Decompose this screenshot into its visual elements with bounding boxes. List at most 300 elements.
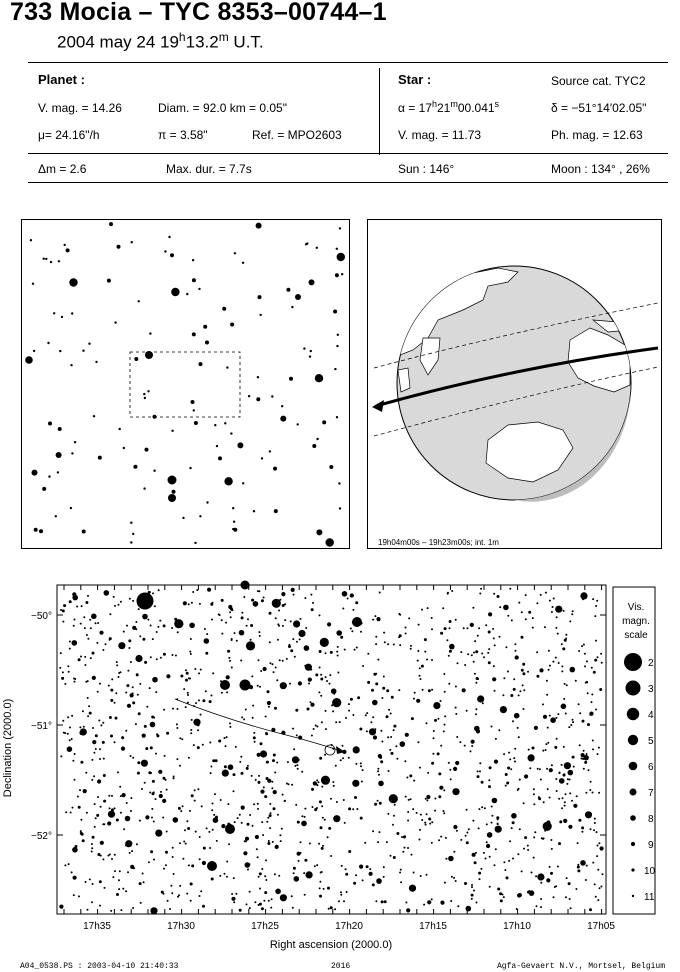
chart-star	[558, 842, 561, 845]
chart-star	[513, 678, 515, 680]
chart-star	[118, 642, 125, 649]
chart-star	[518, 736, 520, 738]
chart-star	[396, 758, 398, 760]
chart-star	[87, 595, 89, 597]
star-heading: Star :	[398, 72, 432, 87]
finder-star	[186, 293, 188, 295]
chart-star	[402, 851, 404, 853]
chart-star	[318, 781, 320, 783]
chart-star	[602, 873, 604, 875]
chart-star	[431, 628, 433, 630]
chart-star	[252, 705, 254, 707]
chart-star	[561, 665, 563, 667]
chart-star	[534, 831, 536, 833]
chart-star	[185, 843, 187, 845]
chart-star	[115, 717, 118, 720]
chart-star	[460, 651, 462, 653]
chart-star	[97, 853, 100, 856]
chart-star	[443, 789, 445, 791]
finder-star	[88, 343, 90, 345]
chart-star	[266, 821, 268, 823]
chart-star	[421, 609, 423, 611]
chart-star	[533, 836, 535, 838]
chart-star	[241, 716, 243, 718]
chart-star	[424, 822, 426, 824]
chart-star	[260, 750, 267, 757]
chart-star	[474, 673, 476, 675]
chart-star	[421, 665, 424, 668]
chart-star	[130, 693, 134, 697]
finder-star	[303, 347, 305, 349]
chart-star	[71, 871, 73, 873]
chart-star	[466, 710, 468, 712]
chart-star	[213, 814, 215, 816]
chart-star	[343, 900, 345, 902]
chart-star	[92, 676, 96, 680]
chart-star	[308, 683, 310, 685]
chart-star	[350, 628, 352, 630]
chart-star	[96, 814, 99, 817]
finder-star	[230, 323, 234, 327]
chart-star	[275, 617, 277, 619]
chart-star	[278, 875, 280, 877]
chart-star	[383, 632, 385, 634]
planet-motion: μ= 24.16"/h	[38, 128, 100, 142]
chart-star	[316, 864, 318, 866]
chart-star	[273, 671, 275, 673]
chart-star	[226, 876, 228, 878]
chart-star	[548, 669, 550, 671]
chart-star	[151, 817, 153, 819]
finder-star	[147, 390, 149, 392]
finder-star	[226, 366, 228, 368]
chart-star	[580, 592, 587, 599]
chart-star	[444, 627, 447, 630]
chart-star	[440, 700, 442, 702]
chart-star	[404, 847, 406, 849]
chart-star	[356, 808, 358, 810]
chart-star	[536, 602, 538, 604]
finder-star	[30, 239, 32, 241]
chart-star	[218, 613, 220, 615]
chart-star	[453, 877, 455, 879]
chart-star	[62, 720, 64, 722]
chart-star	[229, 726, 231, 728]
chart-star	[320, 674, 322, 676]
chart-star	[97, 622, 99, 624]
chart-star	[80, 819, 82, 821]
chart-star	[354, 796, 357, 799]
footer-credit: Agfa-Gevaert N.V., Mortsel, Belgium	[497, 962, 666, 971]
chart-star	[155, 753, 157, 755]
chart-star	[159, 620, 161, 622]
chart-star	[359, 728, 362, 731]
chart-star	[351, 630, 353, 632]
chart-star	[209, 742, 211, 744]
chart-star	[443, 812, 445, 814]
chart-star	[555, 778, 557, 780]
chart-star	[189, 651, 191, 653]
chart-star	[304, 816, 306, 818]
x-tick-label: 17h15	[419, 921, 447, 932]
chart-star	[405, 633, 407, 635]
chart-star	[382, 687, 385, 690]
chart-star	[470, 623, 474, 627]
finder-star	[145, 448, 149, 452]
chart-star	[194, 668, 196, 670]
chart-star	[491, 822, 493, 824]
chart-star	[568, 882, 571, 885]
chart-star	[188, 677, 190, 679]
chart-star	[448, 655, 450, 657]
chart-star	[170, 885, 172, 887]
chart-star	[319, 800, 322, 803]
chart-star	[342, 745, 344, 747]
chart-star	[563, 746, 565, 748]
chart-star	[575, 680, 577, 682]
chart-star	[100, 841, 104, 845]
finder-star	[48, 422, 52, 426]
chart-star	[182, 805, 184, 807]
chart-star	[241, 612, 243, 614]
chart-star	[275, 845, 279, 849]
finder-star	[171, 430, 173, 432]
chart-star	[431, 762, 434, 765]
chart-star	[211, 809, 213, 811]
chart-star	[455, 707, 457, 709]
date-hour-unit: h	[178, 30, 186, 44]
chart-star	[342, 591, 348, 597]
chart-star	[577, 869, 580, 872]
chart-star	[523, 848, 525, 850]
chart-star	[241, 616, 244, 619]
chart-star	[507, 671, 509, 673]
chart-star	[172, 654, 174, 656]
chart-star	[140, 902, 142, 904]
chart-star	[258, 781, 261, 784]
chart-star	[282, 625, 284, 627]
chart-star	[214, 793, 216, 795]
chart-star	[266, 777, 269, 780]
chart-star	[222, 770, 229, 777]
chart-star	[446, 639, 448, 641]
chart-star	[510, 768, 512, 770]
chart-star	[550, 839, 552, 841]
chart-star	[393, 801, 395, 803]
chart-star	[142, 638, 145, 641]
chart-star	[453, 825, 457, 829]
chart-star	[72, 847, 78, 853]
finder-star	[224, 477, 232, 485]
chart-star	[488, 612, 492, 616]
chart-star	[127, 871, 129, 873]
chart-star	[234, 632, 236, 634]
finder-star	[310, 350, 312, 352]
chart-star	[88, 705, 90, 707]
chart-star	[549, 665, 551, 667]
scale-title-line: magn.	[622, 616, 650, 627]
finder-star	[32, 470, 38, 476]
chart-star	[579, 712, 581, 714]
chart-star	[497, 823, 499, 825]
chart-star	[581, 753, 585, 757]
chart-star	[67, 733, 69, 735]
chart-star	[184, 829, 186, 831]
chart-star	[550, 872, 553, 875]
chart-star	[269, 612, 272, 615]
chart-star	[595, 896, 597, 898]
chart-star	[155, 691, 157, 693]
chart-star	[120, 795, 122, 797]
chart-star	[304, 645, 310, 651]
chart-star	[585, 792, 587, 794]
chart-star	[316, 807, 318, 809]
finder-star	[119, 428, 121, 430]
chart-star	[71, 715, 73, 717]
chart-star	[199, 603, 201, 605]
finder-star	[39, 529, 43, 533]
chart-star	[398, 689, 400, 691]
chart-star	[536, 905, 538, 907]
finder-chart-canvas	[22, 220, 349, 548]
chart-star	[257, 803, 259, 805]
chart-star	[377, 841, 379, 843]
chart-star	[128, 647, 130, 649]
chart-star	[488, 661, 491, 664]
chart-star	[99, 683, 101, 685]
finder-star	[168, 236, 170, 238]
chart-star	[492, 628, 494, 630]
chart-star	[352, 609, 354, 611]
chart-star	[131, 850, 133, 852]
chart-star	[540, 898, 542, 900]
chart-star	[581, 826, 584, 829]
chart-star	[116, 664, 118, 666]
chart-star	[456, 830, 458, 832]
chart-star	[362, 769, 364, 771]
finder-star	[274, 509, 278, 513]
chart-star	[389, 749, 391, 751]
chart-star	[103, 800, 106, 803]
chart-star	[556, 616, 558, 618]
chart-star	[152, 780, 155, 783]
chart-star	[127, 704, 131, 708]
chart-star	[192, 591, 194, 593]
chart-star	[518, 694, 520, 696]
chart-star	[271, 898, 273, 900]
chart-star	[210, 772, 212, 774]
finder-star	[69, 278, 77, 286]
chart-star	[163, 777, 166, 780]
finder-star	[98, 456, 102, 460]
chart-star	[426, 874, 428, 876]
finder-star	[171, 288, 179, 296]
chart-star	[587, 692, 589, 694]
chart-star	[383, 866, 385, 868]
chart-star	[323, 888, 325, 890]
chart-star	[473, 890, 475, 892]
chart-star	[108, 685, 110, 687]
chart-star	[336, 651, 338, 653]
chart-star	[319, 667, 321, 669]
chart-star	[166, 674, 170, 678]
chart-star	[479, 762, 481, 764]
chart-star	[599, 688, 602, 691]
finder-star	[280, 416, 286, 422]
chart-star	[455, 713, 457, 715]
chart-star	[527, 845, 529, 847]
finder-star	[145, 351, 153, 359]
chart-star	[399, 634, 402, 637]
chart-star	[352, 617, 362, 627]
chart-star	[444, 715, 446, 717]
chart-star	[344, 822, 346, 824]
finder-star	[168, 494, 176, 502]
chart-star	[246, 641, 255, 650]
chart-star	[132, 907, 134, 909]
chart-star	[474, 861, 477, 864]
chart-star	[457, 662, 459, 664]
chart-star	[409, 885, 416, 892]
chart-star	[321, 721, 323, 723]
finder-star	[170, 253, 174, 257]
chart-star	[125, 730, 127, 732]
chart-star	[515, 650, 517, 652]
chart-star	[539, 668, 543, 672]
chart-star	[241, 581, 250, 590]
chart-star	[253, 732, 255, 734]
chart-star	[275, 667, 277, 669]
chart-star	[487, 652, 489, 654]
chart-star	[390, 736, 392, 738]
chart-star	[535, 875, 537, 877]
chart-star	[600, 653, 602, 655]
chart-star	[543, 801, 545, 803]
chart-star	[99, 880, 102, 883]
finder-star	[203, 325, 207, 329]
chart-star	[116, 661, 118, 663]
chart-star	[431, 689, 433, 691]
chart-star	[221, 824, 225, 828]
chart-star	[378, 754, 382, 758]
chart-star	[500, 706, 507, 713]
chart-star	[231, 638, 233, 640]
x-tick-label: 17h10	[503, 921, 531, 932]
chart-star	[120, 909, 122, 911]
chart-star	[296, 641, 298, 643]
chart-star	[116, 819, 119, 822]
y-axis-title: Declination (2000.0)	[2, 698, 14, 798]
chart-star	[466, 809, 468, 811]
chart-star	[457, 905, 459, 907]
finder-star	[114, 321, 116, 323]
chart-star	[78, 806, 81, 809]
chart-star	[596, 855, 598, 857]
chart-star	[272, 663, 274, 665]
chart-star	[94, 826, 96, 828]
chart-star	[533, 788, 535, 790]
chart-star	[357, 696, 360, 699]
chart-star	[291, 588, 295, 592]
header-bottom-rule	[28, 182, 668, 183]
chart-star	[374, 803, 377, 806]
finder-star	[117, 245, 121, 249]
chart-star	[320, 872, 322, 874]
finder-star	[338, 482, 340, 484]
chart-star	[281, 828, 283, 830]
chart-star	[121, 747, 125, 751]
finder-star	[297, 423, 299, 425]
chart-star	[160, 791, 162, 793]
chart-star	[405, 796, 407, 798]
chart-star	[571, 613, 573, 615]
chart-star	[91, 847, 93, 849]
chart-star	[498, 729, 500, 731]
chart-star	[348, 807, 351, 810]
chart-star	[181, 623, 183, 625]
chart-star	[194, 789, 196, 791]
chart-star	[529, 767, 531, 769]
chart-star	[67, 665, 69, 667]
finder-star	[71, 312, 73, 314]
finder-star	[134, 357, 138, 361]
chart-star	[102, 741, 105, 744]
chart-star	[533, 793, 535, 795]
chart-star	[204, 638, 210, 644]
chart-star	[225, 824, 235, 834]
chart-star	[555, 627, 557, 629]
chart-star	[341, 865, 343, 867]
chart-star	[518, 788, 520, 790]
finder-star	[198, 288, 200, 290]
chart-star	[345, 873, 348, 876]
chart-star	[226, 691, 228, 693]
chart-star	[440, 632, 443, 635]
chart-star	[321, 805, 323, 807]
chart-star	[543, 837, 545, 839]
chart-star	[473, 652, 475, 654]
chart-star	[226, 861, 228, 863]
chart-star	[152, 592, 154, 594]
chart-star	[187, 702, 189, 704]
chart-star	[84, 627, 86, 629]
chart-star	[468, 828, 470, 830]
chart-star	[211, 619, 213, 621]
chart-star	[172, 847, 174, 849]
chart-star	[506, 782, 509, 785]
finder-star	[194, 421, 198, 425]
chart-star	[81, 605, 83, 607]
chart-star	[558, 798, 560, 800]
chart-star	[534, 726, 538, 730]
chart-star	[416, 699, 420, 703]
chart-star	[438, 795, 441, 798]
chart-star	[279, 834, 281, 836]
footer-file-info: A04_0538.PS : 2003-04-10 21:40:33	[20, 962, 179, 971]
chart-star	[197, 729, 199, 731]
chart-star	[108, 795, 110, 797]
chart-star	[444, 882, 446, 884]
chart-star	[291, 895, 293, 897]
chart-star	[523, 802, 525, 804]
chart-star	[549, 768, 553, 772]
chart-star	[592, 748, 594, 750]
chart-star	[592, 598, 594, 600]
chart-star	[250, 624, 253, 627]
chart-star	[395, 745, 397, 747]
chart-star	[420, 875, 422, 877]
chart-star	[83, 726, 85, 728]
